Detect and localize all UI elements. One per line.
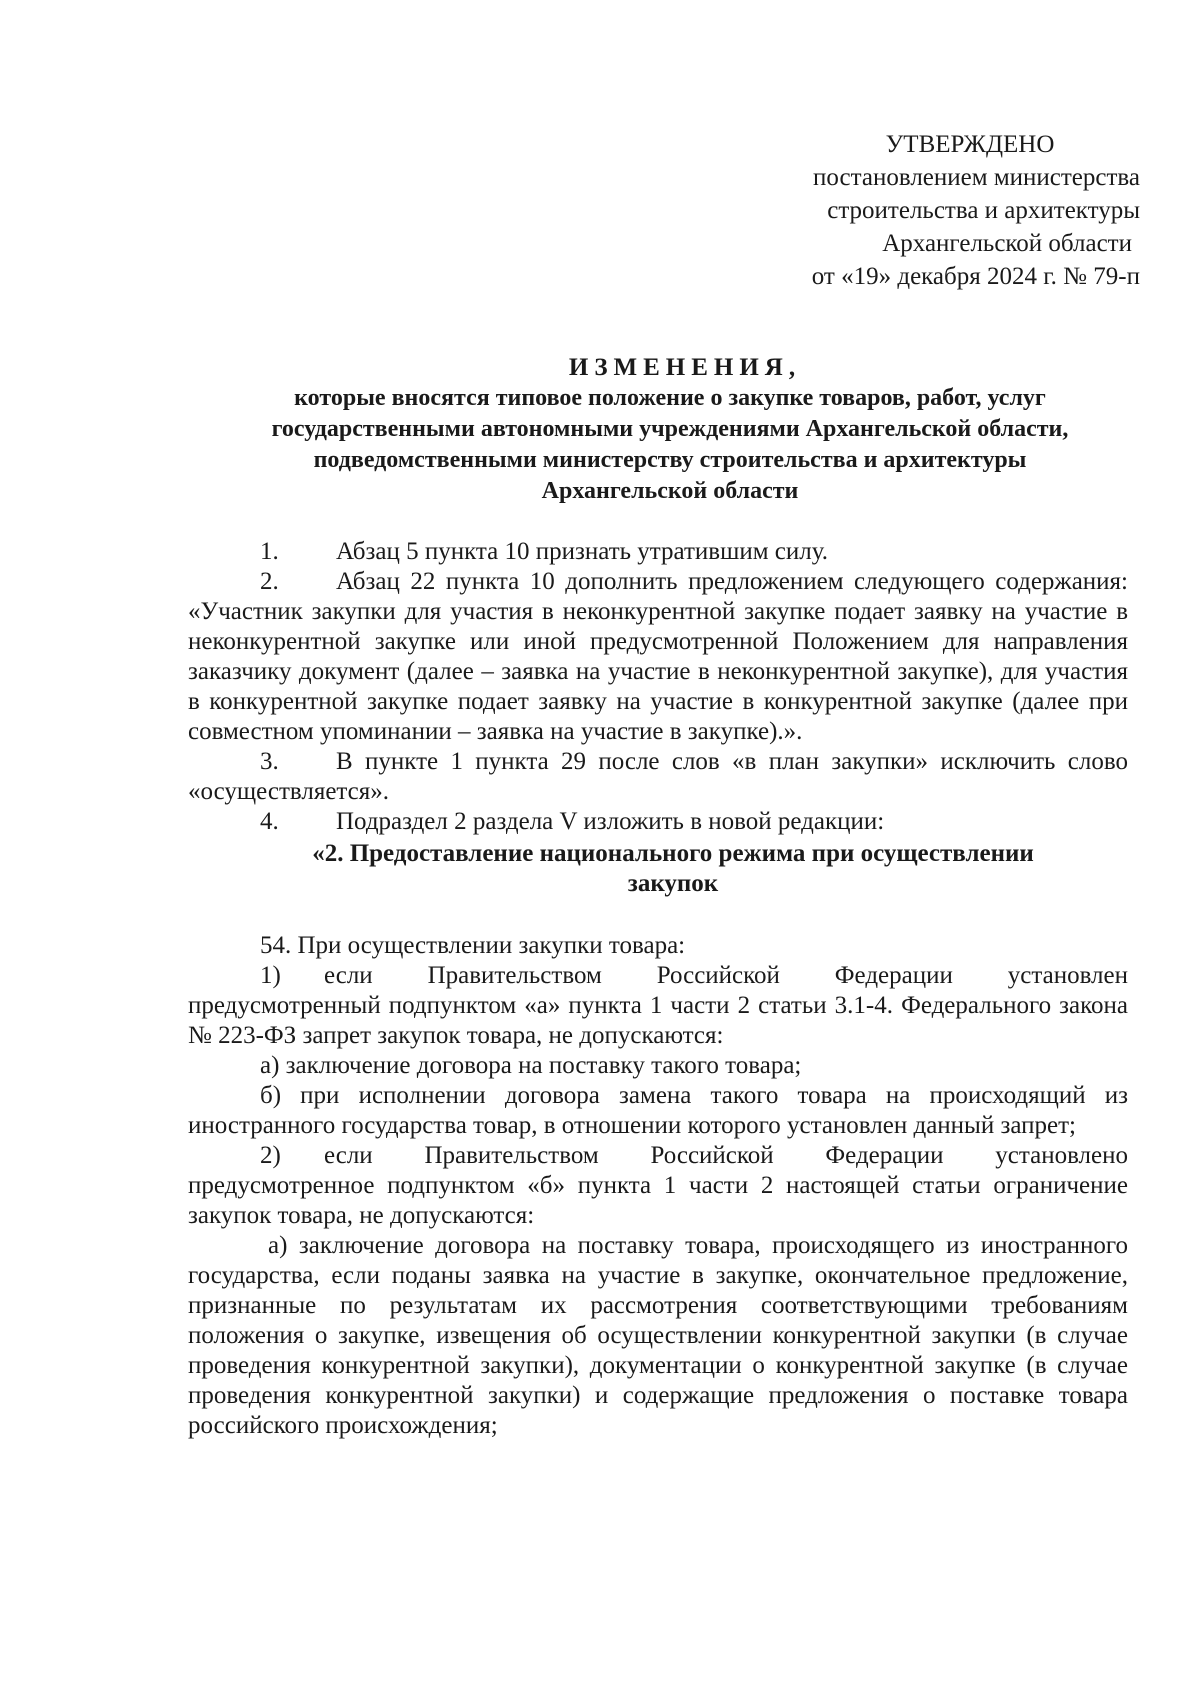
clause-1-number: 1): [260, 962, 281, 989]
item-4-number: 4.: [260, 808, 279, 835]
document-body: [188, 537, 1128, 1441]
subsection-heading: [188, 839, 1128, 899]
item-3: [188, 747, 1128, 807]
subsection-heading-line-1: «2. Предоставление национального режима при осуществлении: [312, 840, 1034, 867]
item-2-number: 2.: [260, 568, 279, 595]
heading-line-2: государственными автономными учреждениями Архангельской области,: [271, 416, 1069, 442]
clause-2-text: если Правительством Российской Федерации установлено предусмотренное подпунктом «б» пункта 1 части 2 настоящей статьи ограничение закупок товара, не допускаются:: [188, 1142, 1128, 1229]
item-1-number: 1.: [260, 538, 279, 565]
heading-title: ИЗМЕНЕНИЯ,: [568, 354, 802, 381]
approval-line-2: строительства и архитектуры: [827, 197, 1140, 224]
clause-2-a: а) заключение договора на поставку товара, происходящего из иностранного государства, если поданы заявка на участие в закупке, окончательное предложение, признанные по результатам их рассмотрения соответствующими требованиям положения о закупке, извещения об осуществлении конкурентной закупки (в случае проведения конкурентной закупки), документации о конкурентной закупке (в случае проведения конкурентной закупки) и содержащие предложения о поставке товара российского происхождения;: [188, 1232, 1128, 1439]
item-1-text: Абзац 5 пункта 10 признать утратившим силу.: [336, 538, 828, 565]
subsection-heading-line-2: закупок: [627, 870, 719, 897]
item-3-number: 3.: [260, 748, 279, 775]
approval-title: УТВЕРЖДЕНО: [885, 131, 1055, 158]
clause-54: 54. При осуществлении закупки товара:: [260, 932, 686, 959]
clause-2: [188, 1141, 1128, 1231]
heading-line-4: Архангельской области: [541, 478, 799, 504]
clause-1-text: если Правительством Российской Федерации установлен предусмотренный подпунктом «а» пункта 1 части 2 статьи 3.1-4. Федерального закона № 223-ФЗ запрет закупок товара, не допускаются:: [188, 962, 1128, 1049]
clause-1-b: б) при исполнении договора замена такого товара на происходящий из иностранного государства товар, в отношении которого установлен данный запрет;: [188, 1082, 1128, 1139]
spacer: [188, 899, 1128, 931]
heading-line-1: которые вносятся типовое положение о закупке товаров, работ, услуг: [294, 385, 1046, 411]
approval-date-number: от «19» декабря 2024 г. № 79-п: [811, 263, 1140, 290]
clause-1-a: а) заключение договора на поставку такого товара;: [260, 1052, 802, 1079]
document-heading: [190, 352, 1150, 507]
heading-line-3: подведомственными министерству строительства и архитектуры: [313, 447, 1027, 473]
item-4-text: Подраздел 2 раздела V изложить в новой редакции:: [336, 808, 885, 835]
item-2: [188, 567, 1128, 747]
item-4: [188, 807, 1128, 837]
item-2-text: Абзац 22 пункта 10 дополнить предложением следующего содержания: «Участник закупки для участия в неконкурентной закупке подает заявку на участие в неконкурентной закупке или иной предусмотренной Положением для направления заказчику документ (далее – заявка на участие в неконкурентной закупке), для участия в конкурентной закупке подает заявку на участие в конкурентной закупке (далее при совместном упоминании – заявка на участие в закупке).».: [188, 568, 1128, 745]
item-1: [188, 537, 1128, 567]
approval-line-3: Архангельской области: [882, 230, 1132, 257]
clause-1: [188, 961, 1128, 1051]
clause-2-number: 2): [260, 1142, 281, 1169]
approval-stamp-block: [760, 128, 1140, 293]
approval-line-1: постановлением министерства: [813, 164, 1140, 191]
item-3-text: В пункте 1 пункта 29 после слов «в план закупки» исключить слово «осуществляется».: [188, 748, 1128, 805]
